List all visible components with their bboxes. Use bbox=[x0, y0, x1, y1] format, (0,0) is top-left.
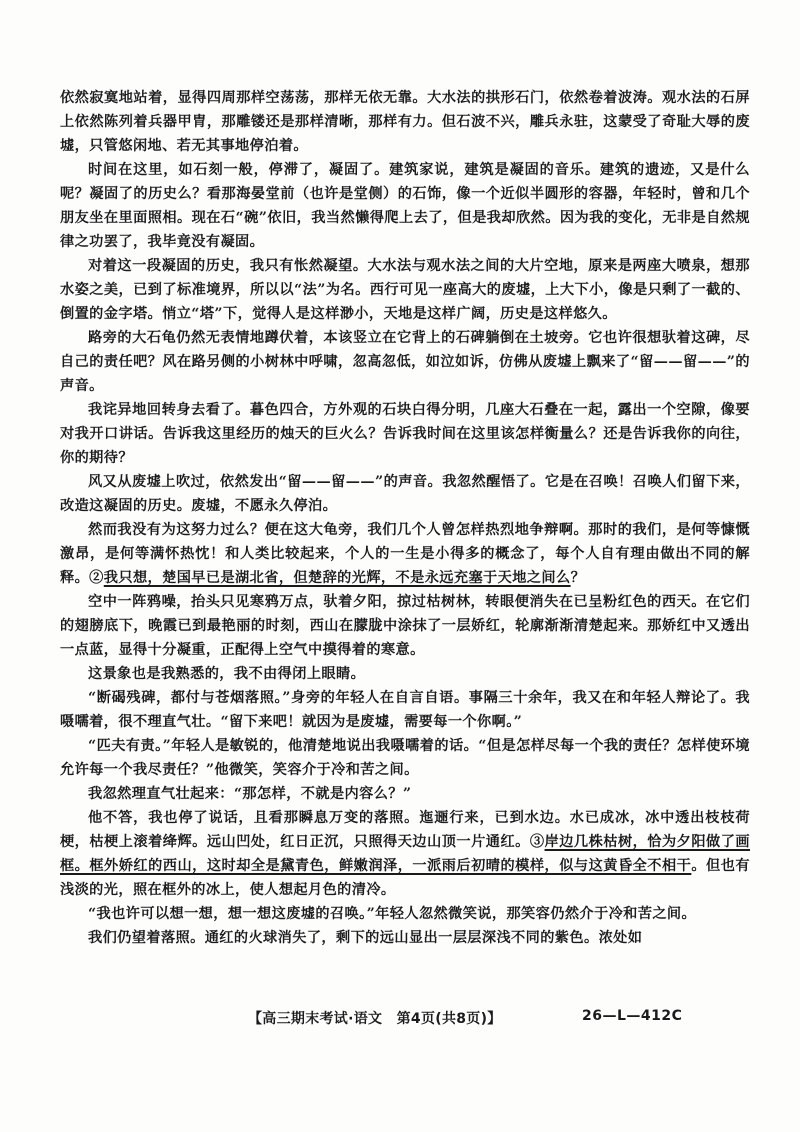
paragraph bbox=[60, 806, 750, 902]
paragraph-text: ？ bbox=[570, 570, 586, 586]
paragraph-text: “匹夫有责。”年轻人是敏锐的，他清楚地说出我嗫嚅着的话。“但是怎样尽每一个我的责任？怎样使环境允许每一个我尽责任？”他微笑，笑容介于冷和苦之间。 bbox=[60, 738, 750, 778]
paragraph bbox=[60, 926, 750, 950]
paragraph-text: 然而我没有为这努力过么？便在这大龟旁，我们几个人曾怎样热烈地争辩啊。那时的我们，是何等慷慨激昂，是何等满怀热忱！和人类比较起来，个人的一生是小得多的概念了，每个人自有理由做出不同的解释。② bbox=[60, 522, 750, 586]
footer-title: 【高三期末考试·语文 第4页(共8页)】 bbox=[248, 1011, 502, 1027]
paragraph bbox=[60, 326, 750, 398]
paragraph bbox=[60, 470, 750, 518]
underlined-sentence: 岸边几株枯树，恰为夕阳做了画框。框外娇红的西山，这时却全是黛青色，鲜嫩润泽，一派雨后初晴的模样，似与这黄昏全不相干 bbox=[60, 834, 750, 874]
paragraph bbox=[60, 254, 750, 326]
paragraph-text: 依然寂寞地站着，显得四周那样空荡荡，那样无依无靠。大水法的拱形石门，依然卷着波涛。观水法的石屏上依然陈列着兵器甲胄，那雕镂还是那样清晰，那样有力。但石波不兴，雕兵永驻，这蒙受了奇耻大辱的废墟，只管悠闲地、若无其事地停泊着。 bbox=[60, 90, 750, 154]
paragraph bbox=[60, 398, 750, 470]
paragraph bbox=[60, 590, 750, 662]
paragraph-text: 这景象也是我熟悉的，我不由得闭上眼睛。 bbox=[88, 666, 366, 682]
paragraph-text: 路旁的大石龟仍然无表情地蹲伏着，本该竖立在它背上的石碑躺倒在土坡旁。它也许很想驮着这碑，尽自己的责任吧？风在路另侧的小树林中呼啸，忽高忽低，如泣如诉，仿佛从废墟上飘来了“留——留——”的声音。 bbox=[60, 330, 750, 394]
paragraph bbox=[60, 782, 750, 806]
underlined-sentence: 我只想，楚国早已是湖北省，但楚辞的光辉，不是永远充塞于天地之间么 bbox=[103, 570, 571, 586]
article-body bbox=[60, 86, 750, 950]
page-footer bbox=[0, 1008, 800, 1038]
paragraph bbox=[60, 902, 750, 926]
paragraph-text: 对着这一段凝固的历史，我只有怅然凝望。大水法与观水法之间的大片空地，原来是两座大喷泉，想那水姿之美，已到了标准境界，所以以“法”为名。西行可见一座高大的废墟，上大下小，像是只剩了一截的、倒置的金字塔。悄立“塔”下，觉得人是这样渺小，天地是这样广阔，历史是这样悠久。 bbox=[60, 258, 750, 322]
paragraph-text: “我也许可以想一想，想一想这废墟的召唤。”年轻人忽然微笑说，那笑容仍然介于冷和苦之间。 bbox=[88, 906, 697, 922]
footer-code: 26—L—412C bbox=[582, 1008, 683, 1024]
paragraph bbox=[60, 518, 750, 590]
paragraph-text: 。但也有浅淡的光，照在框外的冰上，使人想起月色的清冷。 bbox=[60, 858, 750, 898]
paragraph bbox=[60, 686, 750, 734]
paragraph-text: “断碣残碑，都付与苍烟落照。”身旁的年轻人在自言自语。事隔三十余年，我又在和年轻人辩论了。我嗫嚅着，很不理直气壮。“留下来吧！就因为是废墟，需要每一个你啊。” bbox=[60, 690, 750, 730]
paragraph bbox=[60, 662, 750, 686]
paragraph-text: 我忽然理直气壮起来：“那怎样，不就是内容么？” bbox=[88, 786, 412, 802]
paragraph-text: 他不答，我也停了说话，且看那瞬息万变的落照。迤逦行来，已到水边。水已成冰，冰中透出枝枝荷梗，枯梗上滚着绛辉。远山凹处，红日正沉，只照得天边山顶一片通红。③ bbox=[60, 810, 750, 850]
paragraph-text: 我诧异地回转身去看了。暮色四合，方外观的石块白得分明，几座大石叠在一起，露出一个空隙，像要对我开口讲话。告诉我这里经历的烛天的巨火么？告诉我时间在这里该怎样衡量么？还是告诉我你的向往，你的期待？ bbox=[60, 402, 750, 466]
paragraph bbox=[60, 158, 750, 254]
paragraph bbox=[60, 734, 750, 782]
paragraph-text: 我们仍望着落照。通红的火球消失了，剩下的远山显出一层层深浅不同的紫色。浓处如 bbox=[88, 930, 643, 946]
paragraph-text: 风又从废墟上吹过，依然发出“留——留——”的声音。我忽然醒悟了。它是在召唤！召唤人们留下来，改造这凝固的历史。废墟，不愿永久停泊。 bbox=[60, 474, 750, 514]
paragraph bbox=[60, 86, 750, 158]
paragraph-text: 空中一阵鸦噪，抬头只见寒鸦万点，驮着夕阳，掠过枯树林，转眼便消失在已呈粉红色的西天。在它们的翅膀底下，晚霞已到最艳丽的时刻，西山在朦胧中涂抹了一层娇红，轮廓渐渐清楚起来。那娇红中又透出一点蓝，显得十分凝重，正配得上空气中摸得着的寒意。 bbox=[60, 594, 750, 658]
paragraph-text: 时间在这里，如石刻一般，停滞了，凝固了。建筑家说，建筑是凝固的音乐。建筑的遗迹，又是什么呢？凝固了的历史么？看那海晏堂前（也许是堂侧）的石饰，像一个近似半圆形的容器，年轻时，曾和几个朋友坐在里面照相。现在石“碗”依旧，我当然懒得爬上去了，但是我却欣然。因为我的变化，无非是自然规律之功罢了，我毕竟没有凝固。 bbox=[60, 162, 750, 250]
